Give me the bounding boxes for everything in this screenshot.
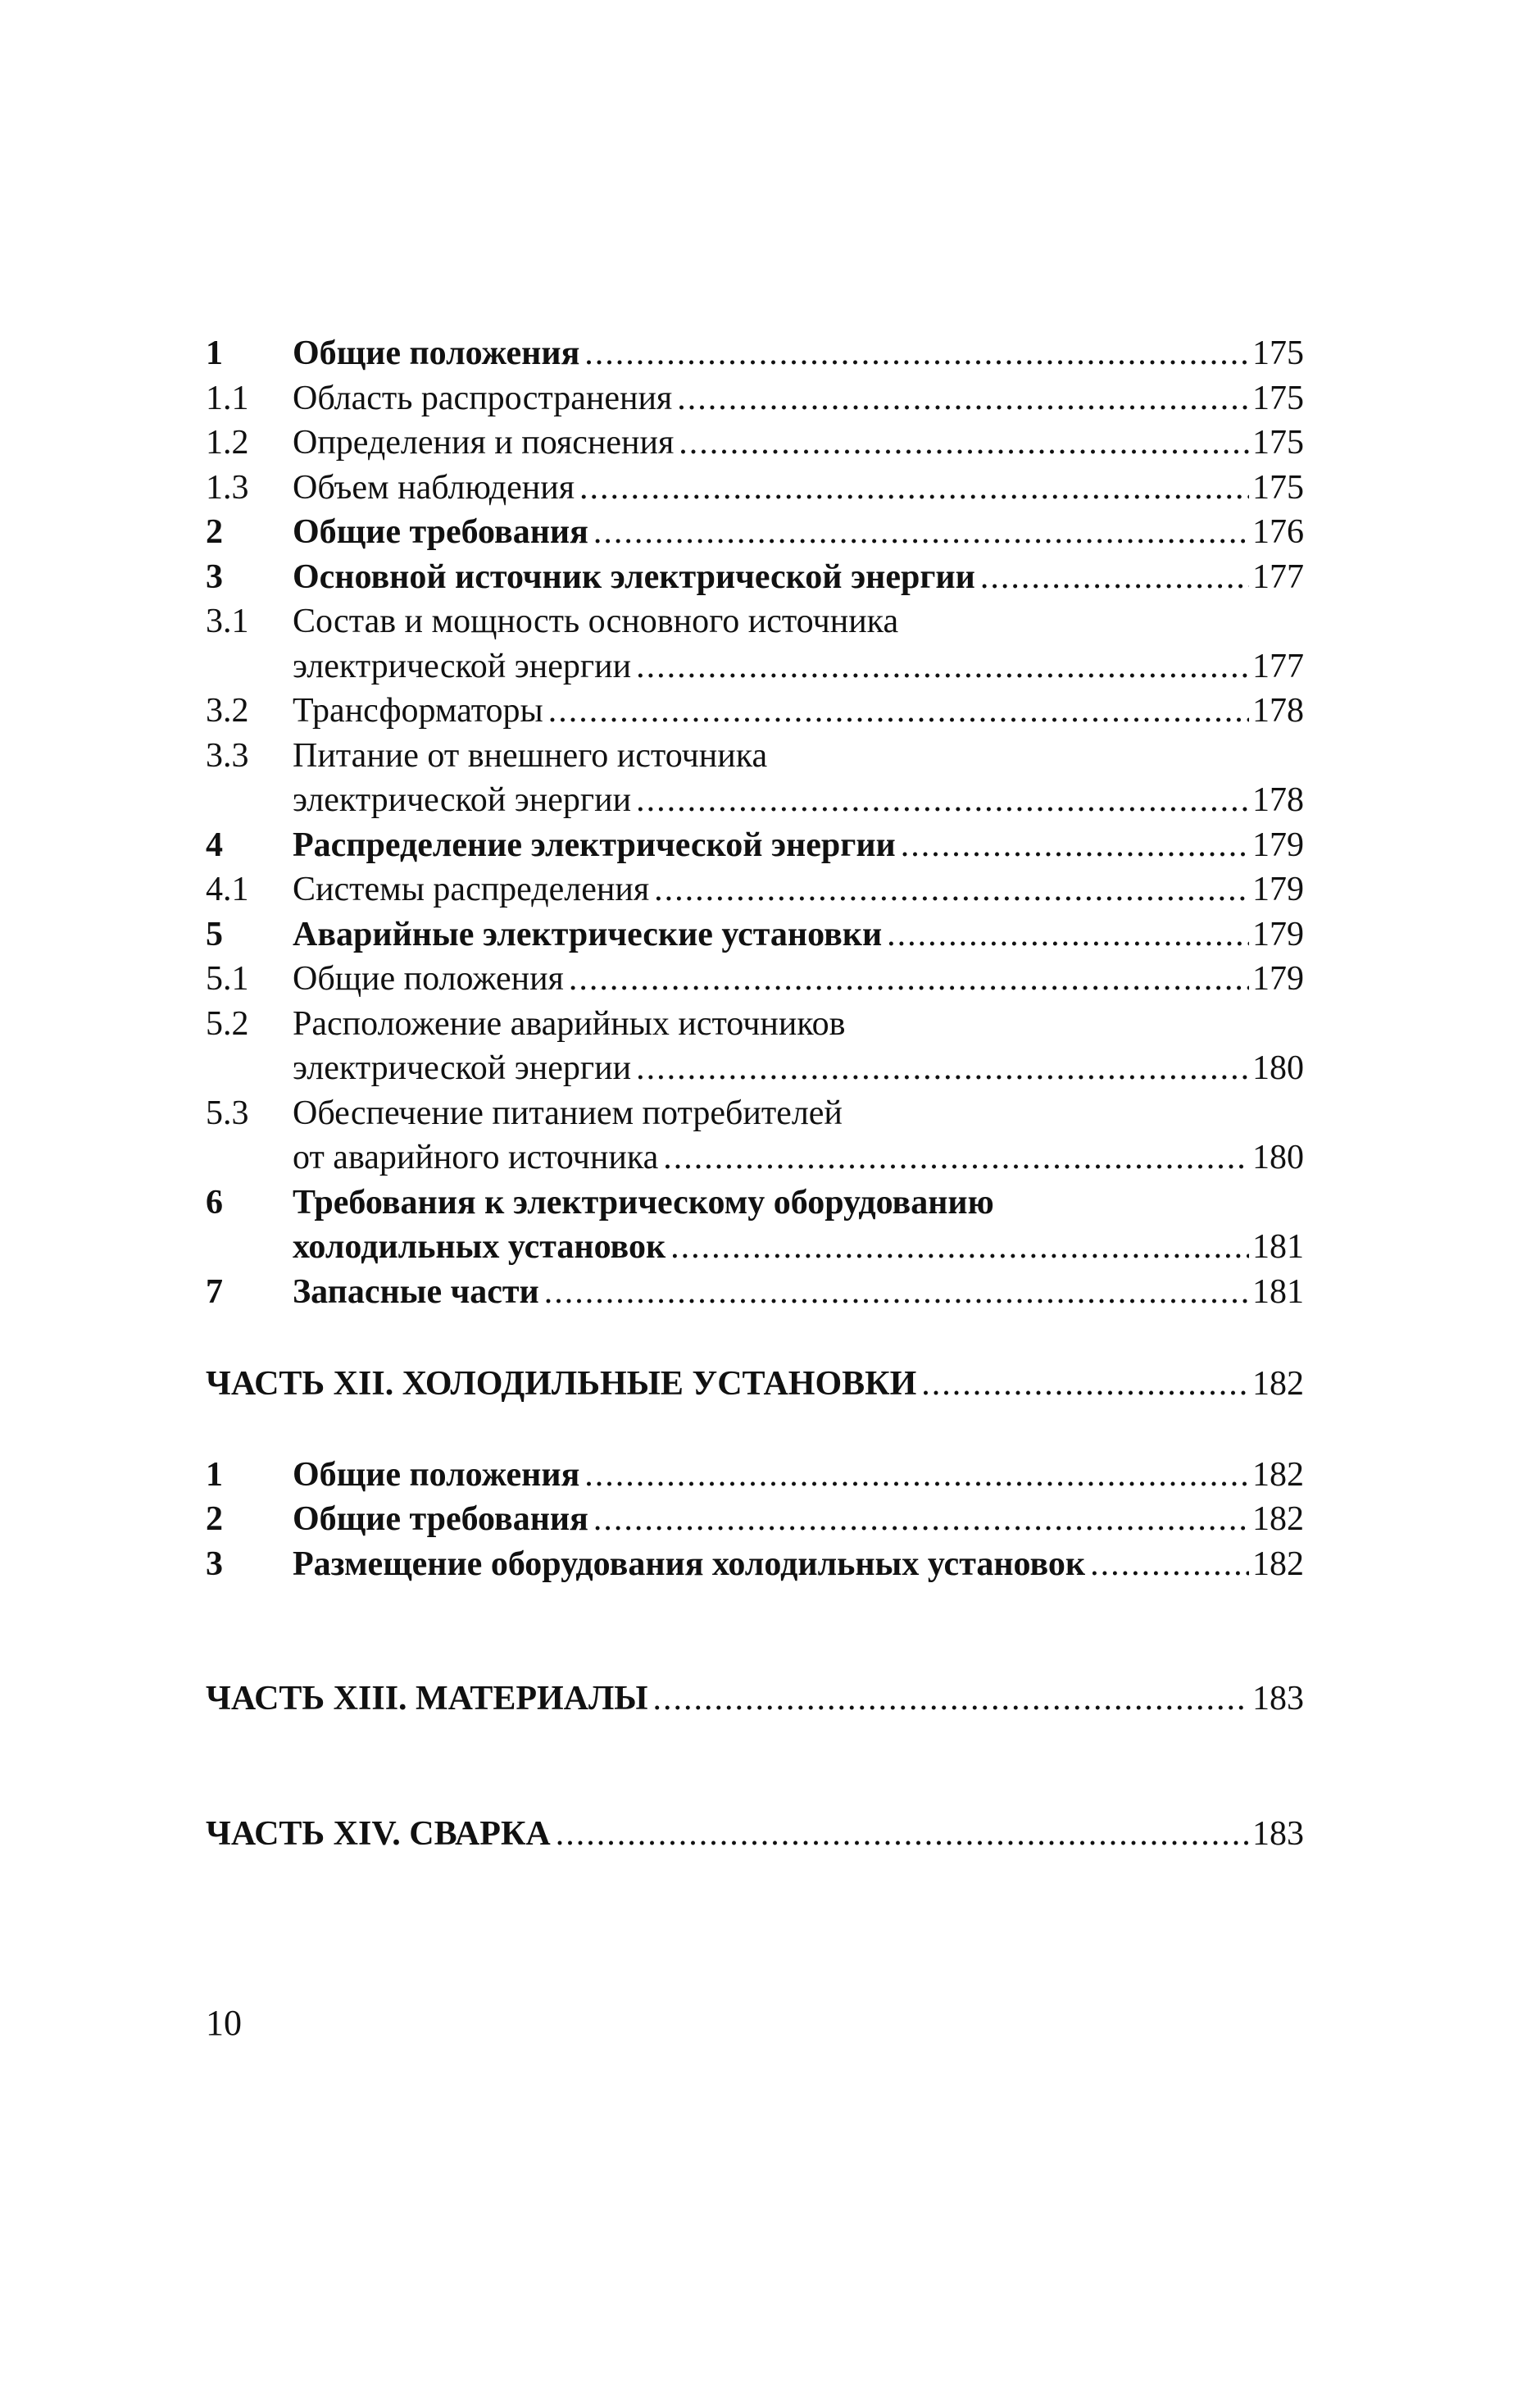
toc-entry[interactable] [206, 1497, 1304, 1542]
entry-body [206, 1812, 1304, 1857]
entry-title: Запасные части [293, 1272, 539, 1311]
section-gap [206, 1586, 1304, 1677]
entry-page-number: 179 [1252, 960, 1304, 998]
entry-body [293, 867, 1304, 912]
entry-body [293, 376, 1304, 421]
toc-entry[interactable] [206, 823, 1304, 868]
entry-number: 1 [206, 1455, 223, 1494]
entry-body [293, 1497, 1304, 1542]
dot-leader [1090, 1542, 1249, 1587]
toc-entry[interactable] [206, 1135, 1304, 1181]
entry-number: 3 [206, 1545, 223, 1583]
toc-entry[interactable] [206, 1270, 1304, 1315]
dot-leader [679, 421, 1249, 466]
table-of-contents [206, 331, 1304, 1856]
toc-entry[interactable] [206, 1453, 1304, 1498]
entry-number: 3.3 [206, 736, 249, 775]
entry-body [206, 1362, 1304, 1407]
entry-body [293, 1002, 1304, 1047]
entry-page-number: 182 [1252, 1455, 1304, 1494]
entry-page-number: 180 [1252, 1049, 1304, 1087]
dot-leader [980, 555, 1249, 600]
entry-page-number: 180 [1252, 1139, 1304, 1176]
entry-number: 6 [206, 1183, 223, 1222]
toc-part-entry[interactable] [206, 1812, 1304, 1857]
entry-title: от аварийного источника [293, 1139, 659, 1176]
entry-body [293, 466, 1304, 511]
entry-title: электрической энергии [293, 781, 632, 819]
entry-page-number: 175 [1252, 468, 1304, 507]
toc-entry[interactable] [206, 867, 1304, 912]
dot-leader [636, 778, 1249, 823]
toc-part-entry[interactable] [206, 1362, 1304, 1407]
dot-leader [579, 466, 1249, 511]
entry-body [293, 734, 1304, 779]
toc-entry[interactable] [206, 466, 1304, 511]
page-number: 10 [206, 2003, 242, 2043]
entry-title: Питание от внешнего источника [293, 736, 768, 775]
entry-body [293, 1225, 1304, 1270]
entry-title: Требования к электрическому оборудованию [293, 1183, 994, 1222]
entry-title: Общие положения [293, 334, 580, 372]
toc-entry[interactable] [206, 734, 1304, 779]
entry-body [293, 1542, 1304, 1587]
entry-page-number: 175 [1252, 334, 1304, 372]
entry-page-number: 181 [1252, 1272, 1304, 1311]
toc-entry[interactable] [206, 331, 1304, 376]
dot-leader [670, 1225, 1249, 1270]
entry-body [293, 644, 1304, 689]
entry-title: Общие требования [293, 1500, 588, 1538]
entry-body [293, 599, 1304, 644]
entry-body [293, 1135, 1304, 1181]
entry-number: 5 [206, 915, 223, 953]
toc-entry[interactable] [206, 912, 1304, 958]
dot-leader [544, 1270, 1249, 1315]
entry-title: Основной источник электрической энергии [293, 557, 975, 596]
entry-title: Состав и мощность основного источника [293, 603, 899, 640]
toc-entry[interactable] [206, 1046, 1304, 1091]
entry-title: электрической энергии [293, 647, 632, 685]
entry-body [293, 689, 1304, 734]
entry-page-number: 176 [1252, 513, 1304, 551]
entry-number: 1 [206, 334, 223, 372]
section-gap [206, 1407, 1304, 1453]
entry-body [293, 823, 1304, 868]
toc-entry[interactable] [206, 599, 1304, 644]
toc-entry[interactable] [206, 421, 1304, 466]
entry-title: Обеспечение питанием потребителей [293, 1094, 843, 1132]
entry-title: Область распространения [293, 379, 673, 417]
entry-page-number: 183 [1252, 1680, 1304, 1717]
entry-title: Размещение оборудования холодильных установок [293, 1545, 1086, 1583]
dot-leader [556, 1812, 1249, 1857]
section-gap [206, 1722, 1304, 1812]
entry-number: 1.2 [206, 424, 249, 462]
toc-entry[interactable] [206, 1225, 1304, 1270]
toc-entry[interactable] [206, 1091, 1304, 1136]
toc-part-entry[interactable] [206, 1677, 1304, 1722]
toc-entry[interactable] [206, 555, 1304, 600]
entry-title: электрической энергии [293, 1049, 632, 1087]
entry-body [293, 331, 1304, 376]
entry-page-number: 177 [1252, 647, 1304, 685]
dot-leader [636, 644, 1249, 689]
toc-entry[interactable] [206, 644, 1304, 689]
entry-title: Объем наблюдения [293, 468, 575, 507]
entry-body [293, 912, 1304, 958]
entry-number: 2 [206, 513, 223, 551]
entry-title: Определения и пояснения [293, 424, 675, 462]
entry-title: Общие положения [293, 960, 564, 998]
entry-title: Общие требования [293, 513, 588, 551]
entry-page-number: 182 [1252, 1365, 1304, 1403]
entry-title: Распределение электрической энергии [293, 826, 896, 864]
toc-entry[interactable] [206, 376, 1304, 421]
entry-page-number: 179 [1252, 871, 1304, 908]
entry-number: 1.3 [206, 468, 249, 507]
entry-body [293, 957, 1304, 1002]
entry-number: 4 [206, 826, 223, 864]
part-title: ЧАСТЬ XIV. СВАРКА [206, 1814, 551, 1853]
entry-body [293, 1270, 1304, 1315]
entry-page-number: 175 [1252, 379, 1304, 417]
dot-leader [593, 1497, 1249, 1542]
entry-page-number: 182 [1252, 1500, 1304, 1538]
entry-body [293, 555, 1304, 600]
entry-number: 7 [206, 1272, 223, 1311]
dot-leader [593, 510, 1249, 555]
entry-body [293, 421, 1304, 466]
part-title: ЧАСТЬ XII. ХОЛОДИЛЬНЫЕ УСТАНОВКИ [206, 1365, 917, 1403]
dot-leader [653, 1677, 1249, 1722]
entry-title: Системы распределения [293, 871, 650, 908]
entry-page-number: 182 [1252, 1545, 1304, 1583]
toc-entry[interactable] [206, 689, 1304, 734]
toc-entry[interactable] [206, 510, 1304, 555]
dot-leader [584, 1453, 1249, 1498]
entry-title: холодильных установок [293, 1228, 666, 1266]
entry-title: Трансформаторы [293, 692, 543, 730]
entry-body [293, 778, 1304, 823]
part-title: ЧАСТЬ XIII. МАТЕРИАЛЫ [206, 1680, 648, 1717]
entry-page-number: 183 [1252, 1814, 1304, 1853]
entry-number: 3.2 [206, 692, 249, 730]
toc-entry[interactable] [206, 957, 1304, 1002]
dot-leader [654, 867, 1249, 912]
entry-page-number: 178 [1252, 692, 1304, 730]
toc-entry[interactable] [206, 1002, 1304, 1047]
entry-title: Аварийные электрические установки [293, 915, 883, 953]
dot-leader [636, 1046, 1249, 1091]
entry-number: 4.1 [206, 871, 249, 908]
entry-body [293, 1046, 1304, 1091]
entry-page-number: 181 [1252, 1228, 1304, 1266]
dot-leader [548, 689, 1249, 734]
dot-leader [569, 957, 1249, 1002]
toc-entry[interactable] [206, 1542, 1304, 1587]
dot-leader [584, 331, 1249, 376]
entry-page-number: 175 [1252, 424, 1304, 462]
toc-entry[interactable] [206, 778, 1304, 823]
entry-number: 2 [206, 1500, 223, 1538]
dot-leader [887, 912, 1249, 958]
entry-body [293, 1181, 1304, 1226]
dot-leader [921, 1362, 1249, 1407]
entry-number: 1.1 [206, 379, 249, 417]
entry-number: 5.3 [206, 1094, 249, 1132]
entry-body [206, 1677, 1304, 1722]
entry-page-number: 179 [1252, 915, 1304, 953]
entry-body [293, 1091, 1304, 1136]
entry-page-number: 179 [1252, 826, 1304, 864]
section-gap [206, 1314, 1304, 1362]
dot-leader [677, 376, 1249, 421]
entry-number: 3.1 [206, 603, 249, 640]
dot-leader [663, 1135, 1249, 1181]
entry-number: 3 [206, 557, 223, 596]
entry-body [293, 1453, 1304, 1498]
entry-title: Расположение аварийных источников [293, 1004, 846, 1043]
entry-title: Общие положения [293, 1455, 580, 1494]
toc-entry[interactable] [206, 1181, 1304, 1226]
entry-page-number: 178 [1252, 781, 1304, 819]
entry-body [293, 510, 1304, 555]
entry-number: 5.2 [206, 1004, 249, 1043]
dot-leader [901, 823, 1249, 868]
entry-page-number: 177 [1252, 557, 1304, 596]
entry-number: 5.1 [206, 960, 249, 998]
